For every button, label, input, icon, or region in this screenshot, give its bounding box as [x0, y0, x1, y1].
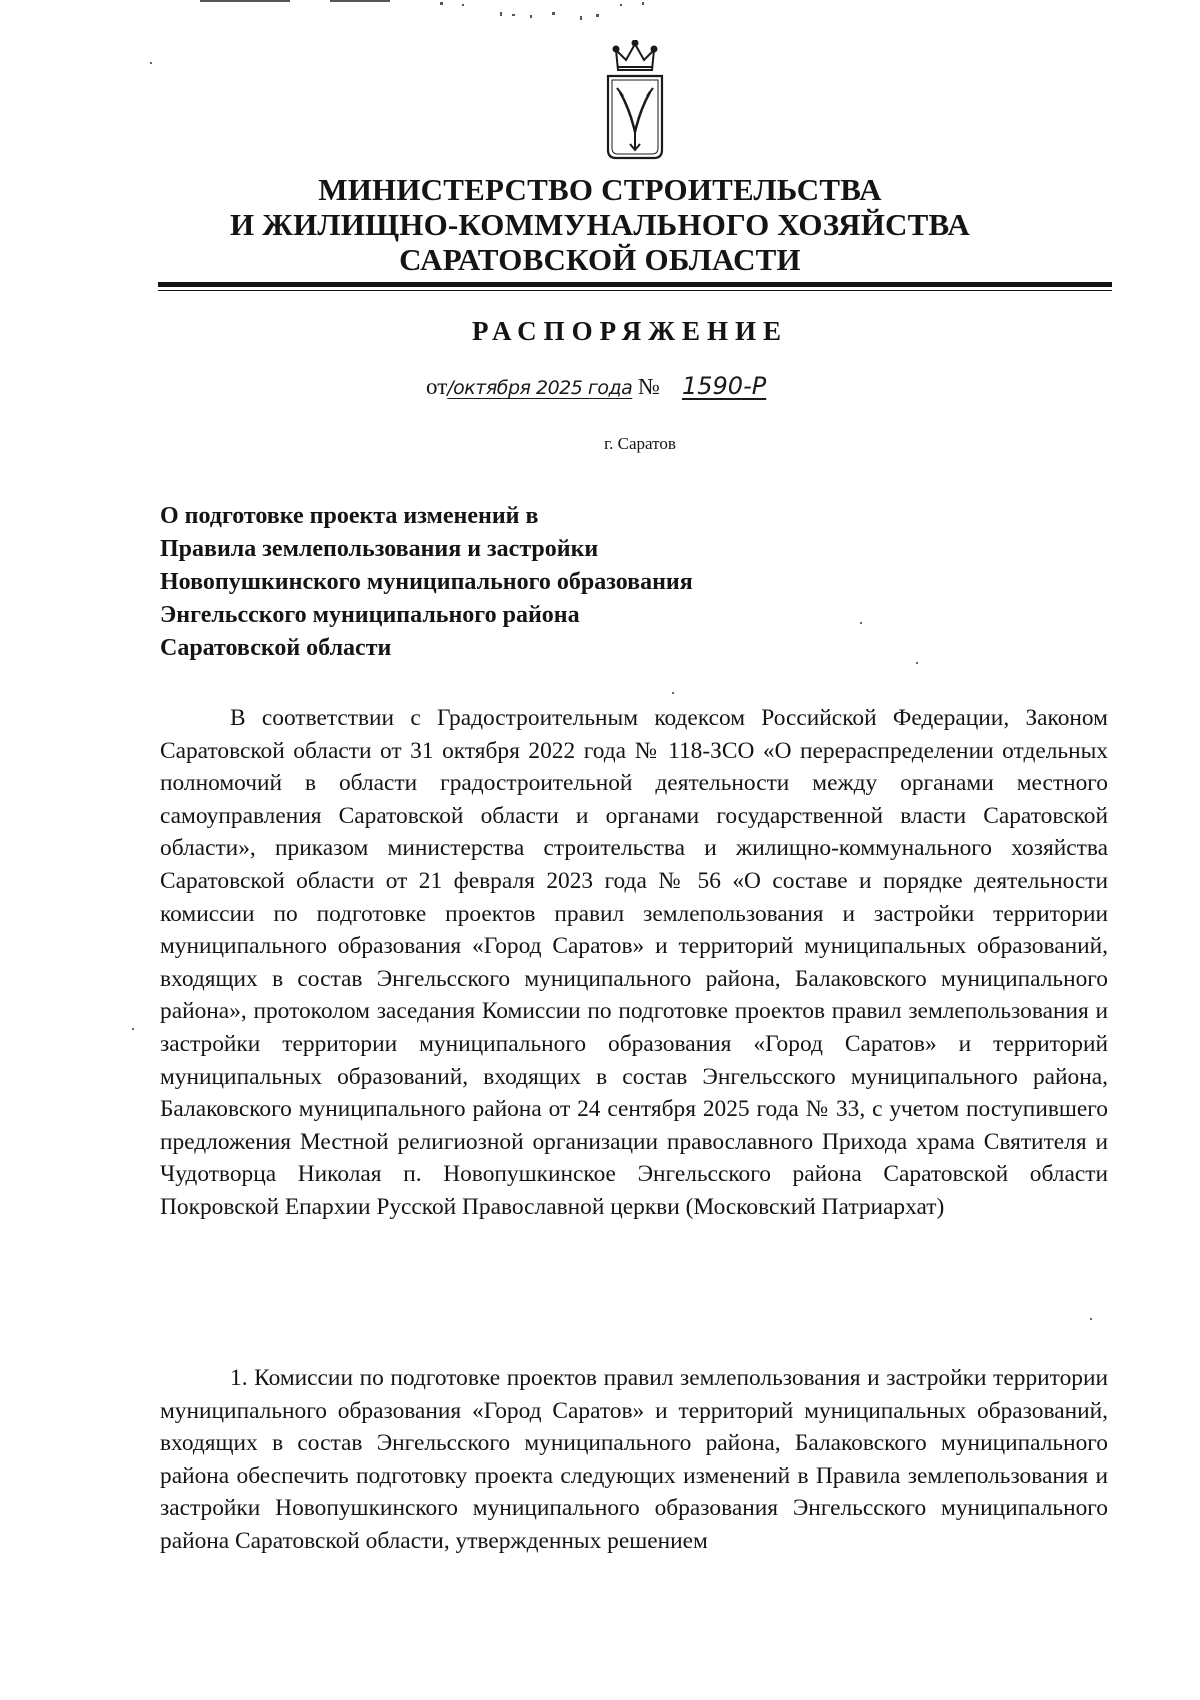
title-line-2: Правила землепользования и застройки — [160, 536, 599, 562]
handwritten-number: 1590-Р — [681, 372, 767, 400]
ministry-name-line-1: МИНИСТЕРСТВО СТРОИТЕЛЬСТВА — [318, 172, 882, 207]
city: г. Саратов — [604, 434, 676, 453]
body-paragraph-2: 1. Комиссии по подготовке проектов правил землепользования и застройки территории муниципального образования «Город Саратов» и территорий муниципальных образований, входящих в состав Энгельсского муниципального района, Балаковского муниципального района обеспечить подготовку проекта следующих изменений в Правила землепользования и застройки Новопушкинского муниципального образования Энгельсского муниципального района Саратовской области, утвержденных решением — [160, 1365, 1108, 1554]
scan-speck — [672, 692, 674, 694]
number-prefix: № — [638, 374, 660, 399]
scan-speck — [1090, 1318, 1092, 1320]
saratov-coat-of-arms-icon — [590, 40, 680, 165]
ministry-name-line-2: И ЖИЛИЩНО-КОММУНАЛЬНОГО ХОЗЯЙСТВА — [229, 207, 971, 242]
title-line-5: Саратовской области — [160, 635, 392, 661]
header-rule-thick — [158, 282, 1112, 287]
scan-speck — [132, 1028, 134, 1030]
ministry-name — [200, 172, 1000, 277]
handwritten-date: /октября 2025 года — [447, 377, 633, 399]
scan-speck — [860, 622, 862, 624]
title-line-3: Новопушкинского муниципального образования — [160, 569, 693, 595]
body-paragraph-1: В соответствии с Градостроительным кодексом Российской Федерации, Законом Саратовской области от 31 октября 2022 года № 118-ЗСО «О перераспределении отдельных полномочий в области градостроительной деятельности между органами местного самоуправления Саратовской области и органами государственной власти Саратовской области», приказом министерства строительства и жилищно-коммунального хозяйства Саратовской области от 21 февраля 2023 года № 56 «О составе и порядке деятельности комиссии по подготовке проектов правил землепользования и застройки территории муниципального образования «Город Саратов» и территорий муниципальных образований, входящих в состав Энгельсского муниципального района, Балаковского муниципального района», протоколом заседания Комиссии по подготовке проектов правил землепользования и застройки территории муниципального образования «Город Саратов» и территорий муниципальных образований, входящих в состав Энгельсского муниципального района, Балаковского муниципального района от 24 сентября 2025 года № 33, с учетом поступившего предложения Местной религиозной организации православного Прихода храма Святителя и Чудотворца Николая п. Новопушкинское Энгельсского района Саратовской области Покровской Епархии Русской Православной церкви (Московский Патриархат) — [160, 705, 1108, 1220]
scan-noise — [200, 0, 720, 30]
header-rule-thin — [158, 290, 1112, 291]
document-title — [160, 500, 860, 665]
ministry-name-line-3: САРАТОВСКОЙ ОБЛАСТИ — [399, 242, 801, 277]
date-prefix: от — [426, 374, 448, 399]
document-date-number — [426, 372, 886, 412]
scan-speck — [916, 662, 918, 664]
document-type: РАСПОРЯЖЕНИЕ — [471, 316, 789, 346]
title-line-1: О подготовке проекта изменений в — [160, 503, 539, 529]
title-line-4: Энгельсского муниципального района — [160, 602, 580, 628]
scan-speck — [150, 62, 152, 64]
